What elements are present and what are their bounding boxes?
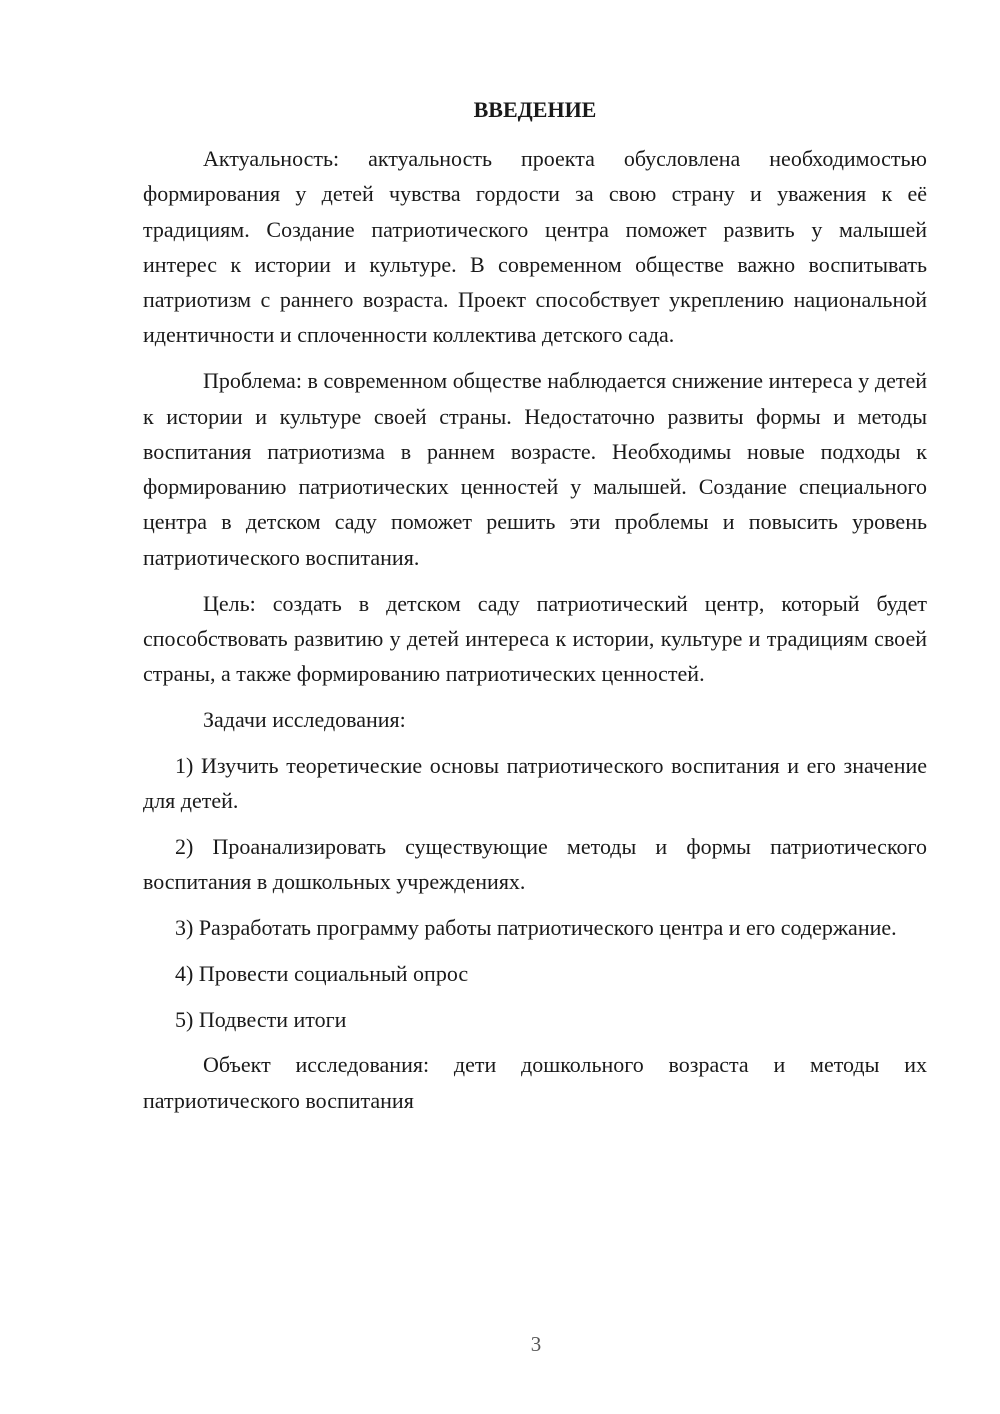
- goal-paragraph: Цель: создать в детском саду патриотический центр, который будет способствовать развитию у детей интереса к истории, культуре и традициям своей страны, а также формированию патриотических ценностей.: [143, 590, 927, 687]
- task-item-5: 5) Подвести итоги: [175, 1006, 347, 1032]
- page-number: 3: [530, 1332, 542, 1356]
- task-item-1: 1) Изучить теоретические основы патриотического воспитания и его значение для детей.: [143, 752, 927, 814]
- task-item-4: 4) Провести социальный опрос: [175, 960, 469, 986]
- problem-paragraph: Проблема: в современном обществе наблюдается снижение интереса у детей к истории и культуре своей страны. Недостаточно развиты формы и методы воспитания патриотизма в раннем возрасте. Необходимы новые подходы к формированию патриотических ценностей у малышей. Создание специального центра в детском саду поможет решить эти проблемы и повысить уровень патриотического воспитания.: [143, 368, 927, 570]
- page-content: [143, 92, 927, 1128]
- task-item-3: 3) Разработать программу работы патриотического центра и его содержание.: [175, 914, 897, 940]
- tasks-title: Задачи исследования:: [203, 706, 406, 732]
- relevance-paragraph: Актуальность: актуальность проекта обусловлена необходимостью формирования у детей чувства гордости за свою страну и уважения к её традициям. Создание патриотического центра поможет развить у малышей интерес к истории и культуре. В современном обществе важно воспитывать патриотизм с раннего возраста. Проект способствует укреплению национальной идентичности и сплоченности коллектива детского сада.: [143, 146, 927, 348]
- object-paragraph: Объект исследования: дети дошкольного возраста и методы их патриотического воспитания: [143, 1052, 927, 1113]
- section-heading: ВВЕДЕНИЕ: [473, 97, 597, 122]
- task-item-2: 2) Проанализировать существующие методы и формы патриотического воспитания в дошкольных учреждениях.: [143, 833, 927, 895]
